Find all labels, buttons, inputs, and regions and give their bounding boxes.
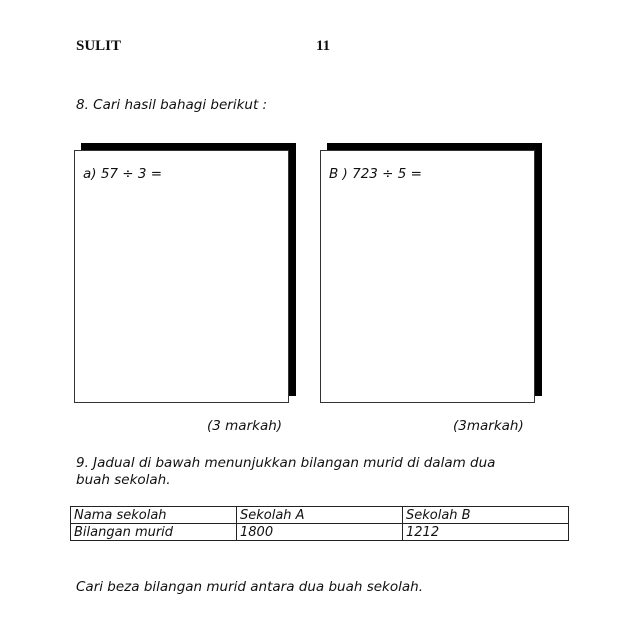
question-9-prompt-line2: buah sekolah. — [76, 472, 171, 488]
table-header-cell: Nama sekolah — [71, 507, 237, 524]
school-table — [70, 506, 569, 541]
answer-box-b[interactable] — [320, 150, 535, 403]
question-8-prompt: 8. Cari hasil bahagi berikut : — [76, 97, 268, 113]
question-8b-label: B ) 723 ÷ 5 = — [329, 166, 422, 182]
table-cell: 1212 — [403, 524, 569, 541]
table-header-cell: Sekolah A — [237, 507, 403, 524]
table-cell: Bilangan murid — [71, 524, 237, 541]
header-sulit: SULIT — [76, 38, 122, 54]
question-9-prompt-line1: 9. Jadual di bawah menunjukkan bilangan murid di dalam dua — [76, 455, 496, 471]
table-cell: 1800 — [237, 524, 403, 541]
table-header-row — [71, 507, 569, 524]
page-number: 11 — [316, 38, 331, 54]
question-8a-label: a) 57 ÷ 3 = — [83, 166, 163, 182]
question-9-task: Cari beza bilangan murid antara dua buah sekolah. — [76, 579, 424, 595]
marks-8a: (3 markah) — [207, 418, 283, 434]
table-row — [71, 524, 569, 541]
table-header-cell: Sekolah B — [403, 507, 569, 524]
answer-box-a[interactable] — [74, 150, 289, 403]
marks-8b: (3markah) — [453, 418, 524, 434]
